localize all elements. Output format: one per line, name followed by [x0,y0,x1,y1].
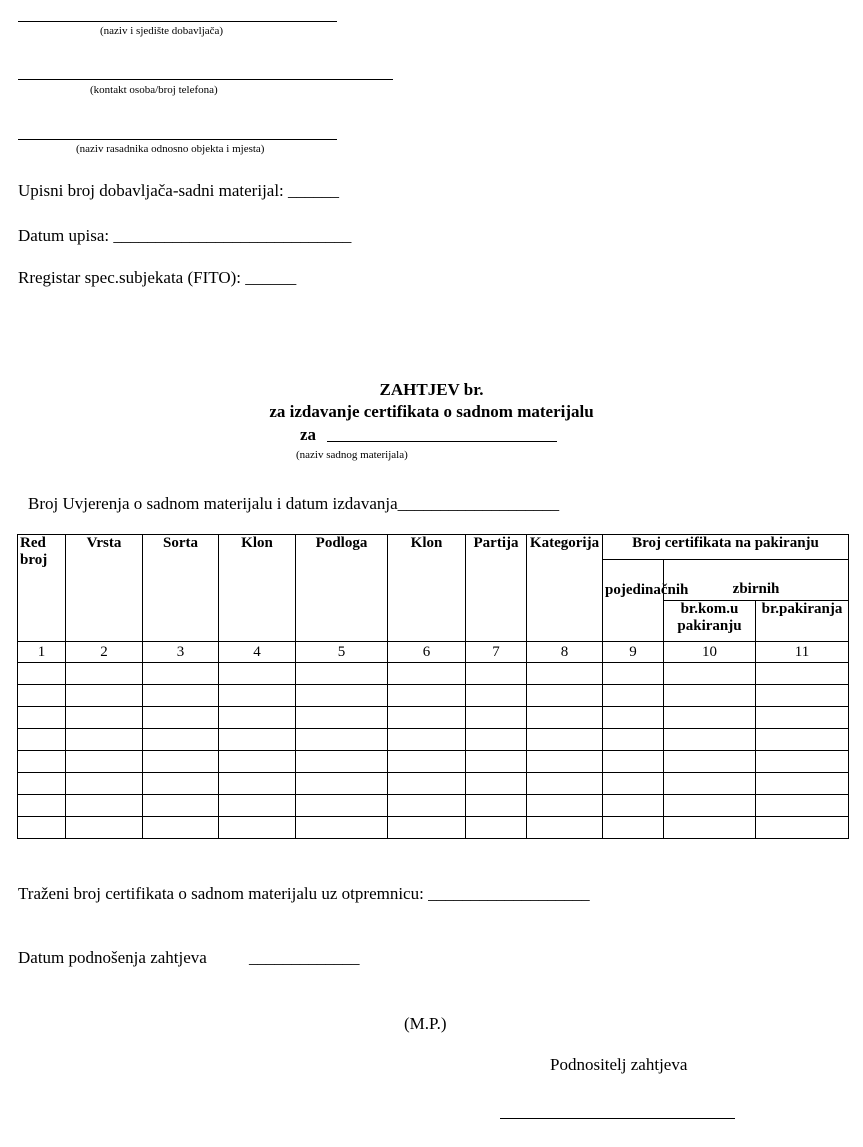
table-cell[interactable] [143,817,219,839]
table-cell[interactable] [219,795,296,817]
table-cell[interactable] [388,817,466,839]
nursery-line [18,139,337,140]
table-cell[interactable] [466,707,527,729]
registration-date: Datum upisa: ____________________________ [18,226,352,245]
submission-date-blank: _____________ [249,948,360,967]
material-caption: (naziv sadnog materijala) [296,449,408,461]
table-cell[interactable] [603,729,664,751]
table-cell[interactable] [143,663,219,685]
table-cell[interactable] [466,685,527,707]
table-cell[interactable] [18,685,66,707]
table-cell[interactable] [388,707,466,729]
table-row [18,795,849,817]
table-cell[interactable] [143,707,219,729]
table-cell[interactable] [18,817,66,839]
col-klon: Klon [219,535,296,642]
table-cell[interactable] [296,685,388,707]
table-cell[interactable] [66,795,143,817]
table-cell[interactable] [388,663,466,685]
stamp-placeholder: (M.P.) [404,1014,447,1033]
col-klon-2: Klon [388,535,466,642]
col-number: 6 [388,642,466,663]
col-number: 7 [466,642,527,663]
table-cell[interactable] [527,685,603,707]
col-number: 3 [143,642,219,663]
col-number: 2 [66,642,143,663]
col-number: 1 [18,642,66,663]
col-group-certificates: Broj certifikata na pakiranju [603,535,849,560]
table-cell[interactable] [664,751,756,773]
table-cell[interactable] [466,817,527,839]
col-red-broj: Red broj [18,535,66,642]
supplier-caption: (naziv i sjedište dobavljača) [100,25,224,37]
table-row [18,663,849,685]
table-cell[interactable] [388,751,466,773]
table-cell[interactable] [466,751,527,773]
table-cell[interactable] [219,663,296,685]
supplier-line [18,21,337,22]
table-cell[interactable] [664,685,756,707]
table-cell[interactable] [143,795,219,817]
table-cell[interactable] [603,663,664,685]
col-number: 11 [756,642,849,663]
col-number: 4 [219,642,296,663]
table-row [18,729,849,751]
table-cell[interactable] [296,707,388,729]
table-cell[interactable] [603,773,664,795]
applicant-label: Podnositelj zahtjeva [550,1055,688,1074]
table-cell[interactable] [66,663,143,685]
contact-line [18,79,393,80]
table-cell[interactable] [527,663,603,685]
contact-caption: (kontakt osoba/broj telefona) [90,84,218,96]
table-cell[interactable] [219,817,296,839]
col-sorta: Sorta [143,535,219,642]
certificate-table [17,534,849,839]
table-cell[interactable] [388,685,466,707]
table-cell[interactable] [466,773,527,795]
table-cell[interactable] [219,729,296,751]
submission-date-label: Datum podnošenja zahtjeva [18,948,207,967]
table-cell[interactable] [527,817,603,839]
col-number: 10 [664,642,756,663]
table-cell[interactable] [143,751,219,773]
table-cell[interactable] [664,795,756,817]
form-subtitle: za izdavanje certifikata o sadnom materijalu [269,402,594,421]
table-cell[interactable] [756,707,849,729]
col-pojedinacnih: pojedinačnih [603,560,664,642]
table-cell[interactable] [527,707,603,729]
table-cell[interactable] [296,729,388,751]
col-number: 5 [296,642,388,663]
table-cell[interactable] [219,773,296,795]
table-cell[interactable] [527,795,603,817]
nursery-caption: (naziv rasadnika odnosno objekta i mjesta) [76,143,265,155]
table-cell[interactable] [603,817,664,839]
column-number-row [18,642,849,663]
table-cell[interactable] [527,729,603,751]
col-br-kom: br.kom.u pakiranju [664,601,756,642]
table-cell[interactable] [388,773,466,795]
table-row [18,685,849,707]
table-cell[interactable] [296,817,388,839]
table-cell[interactable] [664,707,756,729]
table-cell[interactable] [756,751,849,773]
registration-number: Upisni broj dobavljača-sadni materijal: ______ [18,181,340,200]
fito-register: Rregistar spec.subjekata (FITO): ______ [18,268,297,287]
col-zbirnih: zbirnih [664,560,849,601]
table-cell[interactable] [18,795,66,817]
table-cell[interactable] [756,773,849,795]
table-cell[interactable] [18,729,66,751]
table-cell[interactable] [388,729,466,751]
table-cell[interactable] [603,707,664,729]
material-prefix: za [300,425,317,444]
table-cell[interactable] [664,663,756,685]
table-cell[interactable] [219,685,296,707]
form-title: ZAHTJEV br. [379,380,484,399]
table-cell[interactable] [466,729,527,751]
table-cell[interactable] [527,751,603,773]
table-cell[interactable] [296,773,388,795]
table-cell[interactable] [466,663,527,685]
col-podloga: Podloga [296,535,388,642]
table-cell[interactable] [527,773,603,795]
table-row [18,773,849,795]
table-cell[interactable] [664,729,756,751]
table-cell[interactable] [66,817,143,839]
table-cell[interactable] [143,773,219,795]
table-cell[interactable] [18,663,66,685]
table-row [18,707,849,729]
table-cell[interactable] [143,685,219,707]
table-cell[interactable] [388,795,466,817]
table-row [18,751,849,773]
table-cell[interactable] [296,663,388,685]
table-cell[interactable] [66,707,143,729]
col-number: 8 [527,642,603,663]
table-cell[interactable] [756,729,849,751]
table-cell[interactable] [219,707,296,729]
table-cell[interactable] [296,795,388,817]
col-number: 9 [603,642,664,663]
table-row [18,817,849,839]
table-cell[interactable] [143,729,219,751]
table-cell[interactable] [756,685,849,707]
table-cell[interactable] [18,751,66,773]
table-cell[interactable] [66,751,143,773]
table-cell[interactable] [603,685,664,707]
col-partija: Partija [466,535,527,642]
table-cell[interactable] [296,751,388,773]
table-cell[interactable] [66,685,143,707]
table-cell[interactable] [756,795,849,817]
table-cell[interactable] [219,751,296,773]
col-br-pakiranja: br.pakiranja [756,601,849,642]
col-vrsta: Vrsta [66,535,143,642]
table-cell[interactable] [603,795,664,817]
table-cell[interactable] [466,795,527,817]
table-cell[interactable] [18,773,66,795]
requested-count: Traženi broj certifikata o sadnom materijalu uz otpremnicu: ___________________ [18,884,590,903]
table-cell[interactable] [756,663,849,685]
col-kategorija: Kategorija [527,535,603,642]
signature-line [500,1118,735,1119]
table-cell[interactable] [66,729,143,751]
table-cell[interactable] [664,817,756,839]
table-cell[interactable] [603,751,664,773]
table-cell[interactable] [18,707,66,729]
table-cell[interactable] [756,817,849,839]
material-line [327,441,557,442]
certificate-reference: Broj Uvjerenja o sadnom materijalu i datum izdavanja___________________ [28,494,560,513]
table-cell[interactable] [66,773,143,795]
table-cell[interactable] [664,773,756,795]
